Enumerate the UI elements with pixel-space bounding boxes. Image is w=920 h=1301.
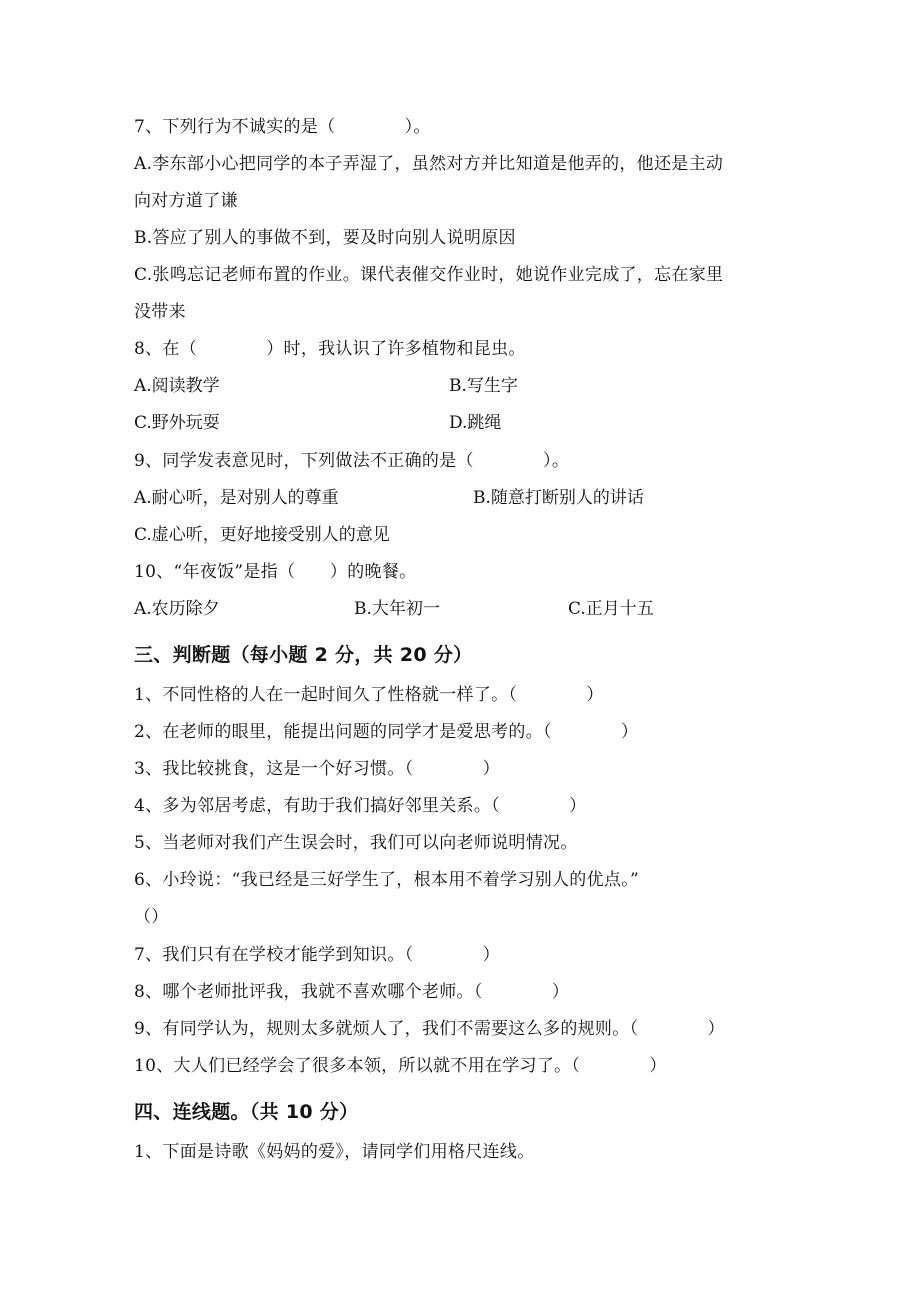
question-7-option-c: C.张鸣忘记老师布置的作业。课代表催交作业时，她说作业完成了，忘在家里 — [134, 265, 724, 285]
judge-item-4: 4、多为邻居考虑，有助于我们搞好邻里关系。（ ） — [134, 796, 587, 816]
question-8-stem: 8、在（ ）时，我认识了许多植物和昆虫。 — [134, 339, 526, 359]
judge-item-2: 2、在老师的眼里，能提出问题的同学才是爱思考的。（ ） — [134, 722, 639, 742]
question-7-option-a-cont: 向对方道了谦 — [134, 191, 238, 211]
question-7-option-b: B.答应了别人的事做不到，要及时向别人说明原因 — [134, 228, 516, 248]
judge-item-6-paren: （） — [134, 907, 169, 927]
question-8-option-b: B.写生字 — [449, 376, 518, 396]
judge-item-3: 3、我比较挑食，这是一个好习惯。（ ） — [134, 759, 500, 779]
question-7-stem: 7、下列行为不诚实的是（ ）。 — [134, 117, 431, 137]
question-8-option-d: D.跳绳 — [449, 413, 502, 433]
section-3-heading: 三、判断题（每小题 2 分，共 20 分） — [134, 644, 473, 666]
question-10-option-c: C.正月十五 — [568, 599, 654, 619]
section-4-heading: 四、连线题。（共 10 分） — [134, 1101, 359, 1123]
judge-item-8: 8、哪个老师批评我，我就不喜欢哪个老师。（ ） — [134, 982, 570, 1002]
question-9-option-b: B.随意打断别人的讲话 — [473, 488, 644, 508]
question-7-option-a: A.李东部小心把同学的本子弄湿了，虽然对方并比知道是他弄的，他还是主动 — [134, 154, 724, 174]
question-9-stem: 9、同学发表意见时，下列做法不正确的是（ ）。 — [134, 451, 570, 471]
judge-item-9: 9、有同学认为，规则太多就烦人了，我们不需要这么多的规则。（ ） — [134, 1019, 725, 1039]
judge-item-10: 10、大人们已经学会了很多本领，所以就不用在学习了。（ ） — [134, 1056, 667, 1076]
judge-item-5: 5、当老师对我们产生误会时，我们可以向老师说明情况。 — [134, 833, 578, 853]
question-10-option-a: A.农历除夕 — [134, 599, 220, 619]
question-9-option-c: C.虚心听，更好地接受别人的意见 — [134, 525, 390, 545]
question-8-option-a: A.阅读教学 — [134, 376, 220, 396]
judge-item-6: 6、小玲说：“我已经是三好学生了，根本用不着学习别人的优点。” — [134, 870, 639, 890]
match-question-1: 1、下面是诗歌《妈妈的爱》，请同学们用格尺连线。 — [134, 1142, 535, 1162]
question-7-option-c-cont: 没带来 — [134, 302, 186, 322]
question-10-stem: 10、“年夜饭”是指（ ）的晚餐。 — [134, 562, 417, 582]
judge-item-7: 7、我们只有在学校才能学到知识。（ ） — [134, 945, 500, 965]
question-8-option-c: C.野外玩耍 — [134, 413, 220, 433]
question-9-option-a: A.耐心听，是对别人的尊重 — [134, 488, 339, 508]
judge-item-1: 1、不同性格的人在一起时间久了性格就一样了。（ ） — [134, 685, 604, 705]
question-10-option-b: B.大年初一 — [354, 599, 440, 619]
